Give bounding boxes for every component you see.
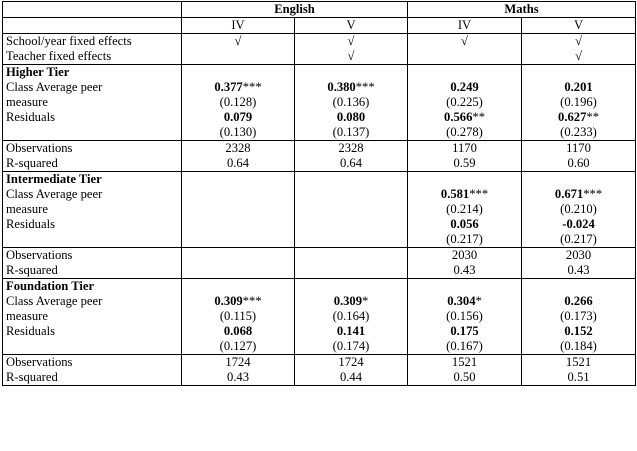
r2-value: 0.44	[295, 370, 408, 386]
obs-value: 1170	[522, 141, 636, 157]
header-corner	[3, 2, 182, 18]
empty-cell	[295, 65, 408, 81]
coef-value: 0.304	[447, 294, 476, 308]
coef-cell	[182, 217, 295, 232]
empty-cell	[182, 65, 295, 81]
significance-stars: **	[586, 110, 599, 124]
empty-cell	[295, 172, 408, 188]
std-error: (0.173)	[522, 309, 636, 324]
row-label: Residuals	[3, 110, 182, 125]
r2-value: 0.51	[522, 370, 636, 386]
se-row	[3, 339, 636, 355]
significance-stars: *	[475, 294, 482, 308]
std-error: (0.137)	[295, 125, 408, 141]
significance-stars: ***	[242, 294, 262, 308]
coef-cell	[182, 80, 295, 95]
coef-cell	[408, 217, 522, 232]
coef-cell	[522, 110, 636, 125]
r2-value: 0.50	[408, 370, 522, 386]
check-mark: √	[408, 34, 522, 50]
check-mark: √	[522, 34, 636, 50]
control-row-teacher	[3, 49, 636, 65]
std-error: (0.130)	[182, 125, 295, 141]
coef-cell	[295, 187, 408, 202]
section-title-row	[3, 65, 636, 81]
obs-value	[182, 248, 295, 264]
row-label: R-squared	[3, 156, 182, 172]
coef-value: -0.024	[562, 217, 595, 231]
se-row	[3, 232, 636, 248]
obs-value: 1724	[182, 355, 295, 371]
std-error: (0.115)	[182, 309, 295, 324]
row-label: Class Average peer	[3, 80, 182, 95]
row-label: measure	[3, 309, 182, 324]
check-mark: √	[295, 34, 408, 50]
coef-value: 0.249	[450, 80, 479, 94]
header-english: English	[182, 2, 408, 18]
col-header: IV	[408, 18, 522, 34]
std-error: (0.196)	[522, 95, 636, 110]
std-error: (0.127)	[182, 339, 295, 355]
r2-value: 0.60	[522, 156, 636, 172]
coef-value: 0.068	[223, 324, 253, 338]
coef-row	[3, 294, 636, 309]
r2-value: 0.43	[522, 263, 636, 279]
significance-stars: ***	[355, 80, 375, 94]
coef-value: 0.201	[564, 80, 593, 94]
empty-cell	[522, 172, 636, 188]
coef-cell	[522, 217, 636, 232]
row-label: Teacher fixed effects	[3, 49, 182, 65]
coef-value: 0.671	[554, 187, 584, 201]
coef-cell	[408, 187, 522, 202]
obs-value: 2328	[295, 141, 408, 157]
std-error: (0.217)	[408, 232, 522, 248]
row-label: Class Average peer	[3, 294, 182, 309]
row-label: measure	[3, 95, 182, 110]
coef-cell	[295, 80, 408, 95]
empty-cell	[295, 279, 408, 295]
std-error: (0.278)	[408, 125, 522, 141]
coef-cell	[182, 110, 295, 125]
r2-value: 0.64	[295, 156, 408, 172]
se-row	[3, 125, 636, 141]
obs-value	[295, 248, 408, 264]
coef-value: 0.309	[333, 294, 363, 308]
check-mark: √	[522, 49, 636, 65]
se-row	[3, 202, 636, 217]
coef-cell	[182, 187, 295, 202]
std-error: (0.184)	[522, 339, 636, 355]
check-mark: √	[182, 34, 295, 50]
std-error: (0.136)	[295, 95, 408, 110]
row-label: R-squared	[3, 263, 182, 279]
coef-value: 0.266	[564, 294, 593, 308]
coef-cell	[182, 324, 295, 339]
obs-value: 1724	[295, 355, 408, 371]
coef-cell	[295, 110, 408, 125]
coef-value: 0.309	[214, 294, 243, 308]
coef-cell	[522, 187, 636, 202]
se-row	[3, 309, 636, 324]
r2-value	[295, 263, 408, 279]
coef-cell	[408, 324, 522, 339]
empty-cell	[408, 172, 522, 188]
coef-row	[3, 187, 636, 202]
control-row-school-year	[3, 34, 636, 50]
obs-value: 2030	[522, 248, 636, 264]
header-corner-2	[3, 18, 182, 34]
std-error: (0.167)	[408, 339, 522, 355]
section-title-row	[3, 172, 636, 188]
coef-cell	[295, 294, 408, 309]
significance-stars: ***	[583, 187, 603, 201]
coef-cell	[408, 110, 522, 125]
row-label: Observations	[3, 355, 182, 371]
std-error: (0.174)	[295, 339, 408, 355]
col-header: IV	[182, 18, 295, 34]
r2-value: 0.59	[408, 156, 522, 172]
obs-value: 1521	[522, 355, 636, 371]
std-error	[295, 232, 408, 248]
rsquared-row	[3, 156, 636, 172]
coef-value: 0.152	[564, 324, 593, 338]
std-error: (0.225)	[408, 95, 522, 110]
empty-cell	[182, 172, 295, 188]
header-maths: Maths	[408, 2, 636, 18]
coef-cell	[295, 324, 408, 339]
std-error	[295, 202, 408, 217]
residuals-row	[3, 110, 636, 125]
std-error: (0.210)	[522, 202, 636, 217]
regression-table	[2, 1, 636, 386]
std-error	[182, 202, 295, 217]
empty-label	[3, 125, 182, 141]
obs-value: 2030	[408, 248, 522, 264]
coef-cell	[522, 80, 636, 95]
r2-value: 0.43	[408, 263, 522, 279]
empty-cell	[522, 279, 636, 295]
row-label: School/year fixed effects	[3, 34, 182, 50]
coef-cell	[408, 80, 522, 95]
std-error: (0.233)	[522, 125, 636, 141]
rsquared-row	[3, 370, 636, 386]
col-header: V	[295, 18, 408, 34]
coef-value: 0.079	[223, 110, 253, 124]
residuals-row	[3, 324, 636, 339]
observations-row	[3, 141, 636, 157]
observations-row	[3, 355, 636, 371]
row-label: Residuals	[3, 217, 182, 232]
obs-value: 2328	[182, 141, 295, 157]
r2-value: 0.43	[182, 370, 295, 386]
check-mark	[408, 49, 522, 65]
coef-value: 0.175	[450, 324, 479, 338]
section-title: Intermediate Tier	[3, 172, 182, 188]
check-mark: √	[295, 49, 408, 65]
empty-label	[3, 339, 182, 355]
col-header: V	[522, 18, 636, 34]
coef-value: 0.566	[444, 110, 473, 124]
coef-cell	[182, 294, 295, 309]
coef-value: 0.141	[336, 324, 366, 338]
std-error: (0.128)	[182, 95, 295, 110]
row-label: Observations	[3, 248, 182, 264]
row-label: measure	[3, 202, 182, 217]
header-row-groups	[3, 2, 636, 18]
std-error: (0.214)	[408, 202, 522, 217]
section-title: Foundation Tier	[3, 279, 182, 295]
std-error: (0.164)	[295, 309, 408, 324]
section-title-row	[3, 279, 636, 295]
r2-value	[182, 263, 295, 279]
std-error: (0.156)	[408, 309, 522, 324]
rsquared-row	[3, 263, 636, 279]
significance-stars: ***	[469, 187, 489, 201]
empty-cell	[522, 65, 636, 81]
se-row	[3, 95, 636, 110]
coef-value: 0.581	[440, 187, 470, 201]
coef-value: 0.080	[336, 110, 366, 124]
empty-cell	[408, 279, 522, 295]
coef-cell	[522, 294, 636, 309]
obs-value: 1521	[408, 355, 522, 371]
check-mark	[182, 49, 295, 65]
significance-stars: ***	[242, 80, 262, 94]
coef-value: 0.380	[327, 80, 356, 94]
r2-value: 0.64	[182, 156, 295, 172]
row-label: Observations	[3, 141, 182, 157]
coef-cell	[408, 294, 522, 309]
coef-cell	[522, 324, 636, 339]
coef-value: 0.627	[558, 110, 587, 124]
significance-stars: **	[472, 110, 485, 124]
row-label: Class Average peer	[3, 187, 182, 202]
coef-value: 0.377	[214, 80, 243, 94]
coef-row	[3, 80, 636, 95]
coef-value: 0.056	[450, 217, 479, 231]
row-label: Residuals	[3, 324, 182, 339]
std-error: (0.217)	[522, 232, 636, 248]
empty-label	[3, 232, 182, 248]
empty-cell	[408, 65, 522, 81]
row-label: R-squared	[3, 370, 182, 386]
coef-cell	[295, 217, 408, 232]
obs-value: 1170	[408, 141, 522, 157]
header-row-cols	[3, 18, 636, 34]
significance-stars: *	[362, 294, 369, 308]
residuals-row	[3, 217, 636, 232]
std-error	[182, 232, 295, 248]
observations-row	[3, 248, 636, 264]
section-title: Higher Tier	[3, 65, 182, 81]
empty-cell	[182, 279, 295, 295]
